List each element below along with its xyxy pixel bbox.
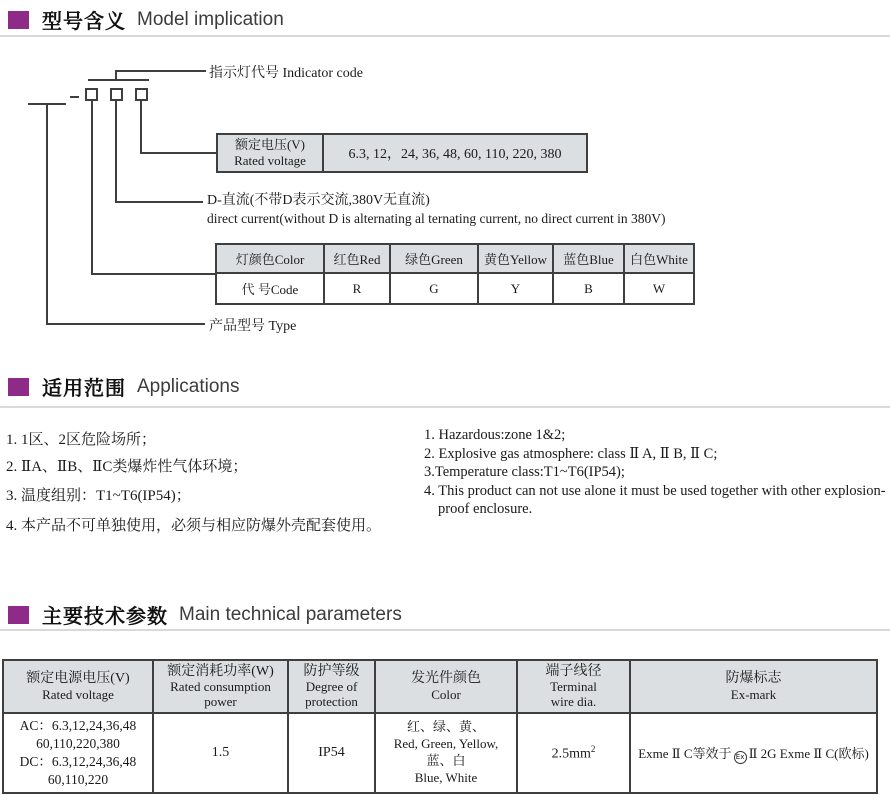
value-cell-terminal	[517, 713, 630, 793]
section-divider	[0, 629, 890, 631]
stem-dc-h	[115, 201, 203, 203]
color-header-cell: 蓝色Blue	[553, 244, 624, 273]
value-line: 60,110,220	[47, 772, 109, 788]
header-line: Rated voltage	[42, 686, 114, 702]
value-line: 红、绿、黄、	[406, 719, 485, 735]
list-item: 2. ⅡA、ⅡB、ⅡC类爆炸性气体环境；	[6, 459, 248, 475]
value-line: Blue, White	[414, 769, 478, 785]
section-title-zh: 型号含义	[42, 11, 126, 33]
section-bullet-icon	[8, 606, 29, 624]
section-title-en: Model implication	[137, 8, 284, 30]
terminal-superscript: 2	[590, 743, 596, 754]
list-item: 1. 1区、2区危险场所；	[6, 432, 157, 448]
stem-type-v	[46, 103, 48, 325]
value-line: DC：6.3,12,24,36,48	[19, 754, 137, 769]
color-header-cell: 绿色Green	[390, 244, 478, 273]
color-code-cell: G	[390, 273, 478, 304]
dc-note-zh: D-直流(不带D表示交流,380V无直流)	[207, 193, 430, 208]
color-header-cell: 白色White	[624, 244, 694, 273]
list-item: 3.Temperature class:T1~T6(IP54);	[424, 464, 625, 480]
color-code-cell: R	[324, 273, 390, 304]
color-code-cell: 代 号Code	[216, 273, 324, 304]
ex-mark-suffix: Ⅱ 2G Exme Ⅱ C(欧标)	[748, 745, 869, 761]
ex-mark-prefix: Exme Ⅱ C等效于	[638, 745, 732, 761]
color-code-cell: Y	[478, 273, 553, 304]
section-divider	[0, 406, 890, 408]
stem-color-v	[91, 101, 93, 275]
applications-list-en	[424, 426, 886, 519]
section-header-parameters	[8, 600, 402, 629]
section-header-model	[8, 5, 284, 34]
stem-voltage-v	[140, 101, 142, 154]
value-cell-color	[375, 713, 517, 793]
header-line: wire dia.	[550, 694, 597, 710]
color-header-cell: 红色Red	[324, 244, 390, 273]
header-cell-terminal	[517, 660, 630, 713]
section-title-en: Main technical parameters	[179, 603, 402, 625]
color-code-cell: B	[553, 273, 624, 304]
header-line: protection	[305, 694, 358, 710]
stem-color-h	[91, 273, 215, 275]
indicator-bracket	[88, 79, 149, 81]
section-bullet-icon	[8, 11, 29, 29]
table-row	[216, 273, 694, 304]
list-item: 3. 温度组别：T1~T6(IP54)；	[6, 488, 191, 504]
rated-voltage-box	[216, 133, 588, 173]
header-line: Ex-mark	[730, 686, 777, 702]
table-body-row	[3, 713, 877, 793]
section-title-en: Applications	[137, 375, 240, 397]
header-cell-color	[375, 660, 517, 713]
terminal-value: 2.5mm	[551, 746, 591, 762]
header-cell-rated-voltage	[3, 660, 153, 713]
section-bullet-icon	[8, 378, 29, 396]
indicator-code-label: 指示灯代号 Indicator code	[209, 66, 363, 81]
header-line: Rated consumption	[170, 679, 271, 695]
header-line: 发光件颜色	[411, 671, 481, 687]
dash-mark	[70, 96, 79, 98]
value-line: AC：6.3,12,24,36,48	[19, 717, 137, 733]
rated-voltage-label	[218, 135, 324, 171]
header-line: Terminal	[550, 679, 597, 695]
stem-type-h	[46, 323, 205, 325]
header-line: 防爆标志	[725, 671, 782, 687]
atex-ex-icon: Ex	[734, 751, 747, 764]
table-header-row	[3, 660, 877, 713]
list-item-continuation: proof enclosure.	[438, 501, 533, 517]
stem-voltage-h	[140, 152, 216, 154]
dc-note-en: direct current(without D is alternating al ternating current, no direct current in 380V)	[207, 211, 666, 226]
header-line: 防护等级	[303, 663, 360, 679]
header-line: 额定电源电压(V)	[26, 671, 130, 687]
list-item: 1. Hazardous:zone 1&2;	[424, 427, 566, 443]
header-cell-protection	[288, 660, 375, 713]
header-line: power	[204, 694, 237, 710]
value-cell-exmark	[630, 713, 877, 793]
list-item: 4. 本产品不可单独使用，必须与相应防爆外壳配套使用。	[6, 518, 382, 534]
value-cell-protection: IP54	[288, 713, 375, 793]
value-cell-power: 1.5	[153, 713, 288, 793]
header-line: Degree of	[305, 679, 358, 695]
dc-note	[207, 189, 887, 227]
table-row	[216, 244, 694, 273]
code-box-3	[135, 88, 148, 101]
section-title-zh: 适用范围	[42, 378, 126, 400]
section-title-zh: 主要技术参数	[42, 606, 168, 628]
header-cell-exmark	[630, 660, 877, 713]
rated-voltage-label-en: Rated voltage	[234, 153, 306, 168]
parameters-table	[2, 659, 878, 794]
header-line: Color	[431, 686, 461, 702]
list-item: 4. This product can not use alone it must be used together with other explosion-	[424, 482, 886, 499]
header-line: 额定消耗功率(W)	[167, 663, 274, 679]
indicator-line	[115, 70, 206, 72]
value-line: 蓝、白	[426, 753, 466, 768]
color-header-cell: 黄色Yellow	[478, 244, 553, 273]
list-item: 2. Explosive gas atmosphere: class Ⅱ A, Ⅱ B, Ⅱ C;	[424, 445, 718, 462]
rated-voltage-label-zh: 额定电压(V)	[234, 136, 306, 152]
value-line: 60,110,220,380	[36, 735, 120, 751]
ex-mark-text	[638, 746, 869, 761]
color-header-cell: 灯颜色Color	[216, 244, 324, 273]
code-box-2	[110, 88, 123, 101]
lamp-color-table	[215, 243, 695, 305]
section-divider	[0, 35, 890, 37]
value-cell-voltage	[3, 713, 153, 793]
product-type-label: 产品型号 Type	[209, 319, 297, 334]
color-code-cell: W	[624, 273, 694, 304]
stem-dc-v	[115, 101, 117, 203]
rated-voltage-values: 6.3, 12，24, 36, 48, 60, 110, 220, 380	[348, 147, 562, 162]
section-header-applications	[8, 372, 239, 401]
header-line: 端子线径	[545, 663, 602, 679]
header-cell-consumption	[153, 660, 288, 713]
code-box-1	[85, 88, 98, 101]
value-line: Red, Green, Yellow,	[393, 736, 499, 752]
